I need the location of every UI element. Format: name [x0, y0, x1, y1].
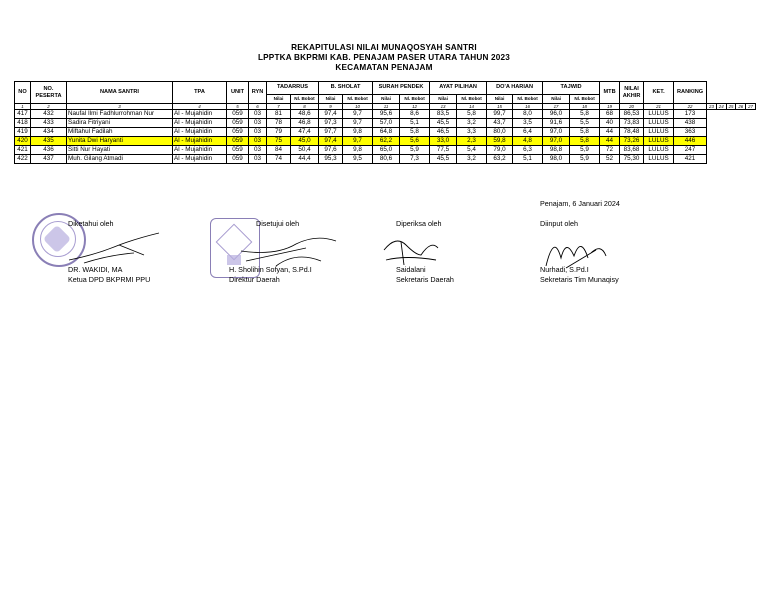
table-cell: 059: [227, 137, 249, 146]
table-cell: 83,5: [430, 110, 457, 119]
header-surah: SURAH PENDEK: [373, 82, 430, 95]
subheader-nilai: Nilai: [373, 95, 400, 104]
table-cell: LULUS: [644, 137, 674, 146]
column-index: 4: [173, 104, 227, 110]
table-cell: 86,53: [620, 110, 644, 119]
signer-1-title: Ketua DPD BKPRMI PPU: [68, 275, 151, 284]
table-cell: 83,68: [620, 146, 644, 155]
column-index: 3: [67, 104, 173, 110]
table-row: [15, 137, 756, 146]
subheader-nilai: Nilai: [543, 95, 570, 104]
signature-1-icon: [64, 225, 174, 270]
table-cell: 5,9: [570, 146, 600, 155]
column-index: 19: [600, 104, 620, 110]
table-cell: 4,8: [513, 137, 543, 146]
subheader-nilai: Nilai: [319, 95, 343, 104]
table-cell: 9,8: [343, 128, 373, 137]
table-cell: 84: [267, 146, 291, 155]
table-cell: 97,7: [319, 128, 343, 137]
table-cell: 45,5: [430, 119, 457, 128]
table-cell: 420: [15, 137, 31, 146]
header-ranking: RANKING: [674, 82, 707, 104]
header-ryn: RYN: [249, 82, 267, 104]
column-index: 24: [716, 104, 726, 110]
table-cell: 43,7: [487, 119, 513, 128]
signer-4-title: Sekretaris Tim Munaqisy: [540, 275, 619, 284]
table-cell: Muh. Gilang Atmadi: [67, 155, 173, 164]
header-sholat: B. SHOLAT: [319, 82, 373, 95]
table-cell: 47,4: [291, 128, 319, 137]
report-title-line-1: REKAPITULASI NILAI MUNAQOSYAH SANTRI: [291, 43, 477, 52]
subheader-nilai: Nilai: [430, 95, 457, 104]
table-cell: 059: [227, 155, 249, 164]
signature-3-icon: [376, 230, 456, 270]
table-cell: 433: [31, 119, 67, 128]
table-cell: 75,30: [620, 155, 644, 164]
report-title-line-3: KECAMATAN PENAJAM: [335, 63, 433, 72]
place-date: Penajam, 6 Januari 2024: [540, 199, 620, 208]
table-cell: 9,7: [343, 137, 373, 146]
table-cell: 44,4: [291, 155, 319, 164]
table-cell: 97,4: [319, 137, 343, 146]
table-cell: Al - Mujahidin: [173, 128, 227, 137]
signer-3-name: Saidalani: [396, 265, 426, 274]
report-title-line-2: LPPTKA BKPRMI KAB. PENAJAM PASER UTARA TAHUN 2023: [257, 53, 511, 62]
table-cell: 6,4: [513, 128, 543, 137]
signer-3-role: Diperiksa oleh: [396, 219, 442, 228]
signer-2-title: Direktur Daerah: [229, 275, 280, 284]
table-cell: 79,0: [487, 146, 513, 155]
table-cell: Naufal Ilmi Fadhlurrohman Nur: [67, 110, 173, 119]
table-cell: 97,3: [319, 119, 343, 128]
column-index: 13: [430, 104, 457, 110]
table-cell: 03: [249, 119, 267, 128]
table-cell: LULUS: [644, 146, 674, 155]
subheader-bobot: Nl. Bobot: [291, 95, 319, 104]
table-cell: LULUS: [644, 119, 674, 128]
table-cell: 5,4: [457, 146, 487, 155]
table-cell: LULUS: [644, 128, 674, 137]
column-index: 11: [373, 104, 400, 110]
table-cell: 33,0: [430, 137, 457, 146]
table-cell: 72: [600, 146, 620, 155]
table-cell: 98,0: [543, 155, 570, 164]
table-body: [15, 110, 756, 164]
signer-1-name: DR. WAKIDI, MA: [68, 265, 123, 274]
table-cell: 46,5: [430, 128, 457, 137]
signer-2-name: H. Sholihin Sofyan, S.Pd.I: [229, 265, 312, 274]
table-cell: 65,0: [373, 146, 400, 155]
column-index: 17: [543, 104, 570, 110]
table-cell: 435: [31, 137, 67, 146]
table-cell: Al - Mujahidin: [173, 146, 227, 155]
table-cell: 418: [15, 119, 31, 128]
table-cell: Yunita Dwi Haryanti: [67, 137, 173, 146]
table-cell: 434: [31, 128, 67, 137]
table-cell: 95,3: [319, 155, 343, 164]
table-cell: 059: [227, 146, 249, 155]
table-cell: 97,4: [319, 110, 343, 119]
table-cell: 57,0: [373, 119, 400, 128]
signer-3-title: Sekretaris Daerah: [396, 275, 454, 284]
table-cell: 8,6: [400, 110, 430, 119]
table-cell: 247: [674, 146, 707, 155]
table-cell: 91,6: [543, 119, 570, 128]
table-cell: 2,3: [457, 137, 487, 146]
column-index: 27: [746, 104, 756, 110]
table-cell: 98,8: [543, 146, 570, 155]
table-cell: Al - Mujahidin: [173, 119, 227, 128]
column-index: 14: [457, 104, 487, 110]
table-cell: Al - Mujahidin: [173, 155, 227, 164]
table-cell: 5,9: [400, 146, 430, 155]
header-mtb: MTB: [600, 82, 620, 104]
table-cell: 78: [267, 119, 291, 128]
table-cell: 3,3: [457, 128, 487, 137]
table-cell: LULUS: [644, 155, 674, 164]
table-cell: 059: [227, 119, 249, 128]
table-cell: 3,5: [513, 119, 543, 128]
table-cell: 421: [674, 155, 707, 164]
table-cell: 03: [249, 155, 267, 164]
table-row: [15, 155, 756, 164]
table-cell: 68: [600, 110, 620, 119]
table-cell: 5,8: [570, 110, 600, 119]
header-peserta: NO. PESERTA: [31, 82, 67, 104]
table-cell: 5,8: [400, 128, 430, 137]
column-index: 12: [400, 104, 430, 110]
column-index: 1: [15, 104, 31, 110]
table-cell: 417: [15, 110, 31, 119]
table-row: [15, 110, 756, 119]
table-cell: 421: [15, 146, 31, 155]
table-cell: 64,8: [373, 128, 400, 137]
table-cell: 62,2: [373, 137, 400, 146]
table-cell: 5,1: [400, 119, 430, 128]
table-cell: 80,6: [373, 155, 400, 164]
column-index: 16: [513, 104, 543, 110]
column-index: 21: [644, 104, 674, 110]
table-cell: 437: [31, 155, 67, 164]
header-ayat: AYAT PILIHAN: [430, 82, 487, 95]
table-cell: 5,8: [570, 128, 600, 137]
table-cell: 95,6: [373, 110, 400, 119]
table-cell: Sitti Nur Hayati: [67, 146, 173, 155]
table-cell: 45,5: [430, 155, 457, 164]
table-cell: 97,0: [543, 128, 570, 137]
signer-4-name: Nurhadi, S.Pd.I: [540, 265, 589, 274]
table-cell: 45,0: [291, 137, 319, 146]
table-cell: 74: [267, 155, 291, 164]
column-index: 7: [267, 104, 291, 110]
table-cell: 9,5: [343, 155, 373, 164]
table-cell: 79: [267, 128, 291, 137]
table-cell: 99,7: [487, 110, 513, 119]
table-cell: 7,3: [400, 155, 430, 164]
table-cell: 059: [227, 110, 249, 119]
table-cell: 363: [674, 128, 707, 137]
table-cell: 48,6: [291, 110, 319, 119]
subheader-bobot: Nl. Bobot: [457, 95, 487, 104]
column-index: 25: [726, 104, 736, 110]
subheader-bobot: Nl. Bobot: [400, 95, 430, 104]
table-cell: 438: [674, 119, 707, 128]
signer-2-role: Disetujui oleh: [256, 219, 300, 228]
results-table: [14, 81, 756, 164]
table-cell: 419: [15, 128, 31, 137]
column-index: 10: [343, 104, 373, 110]
header-no: NO: [15, 82, 31, 104]
header-nilai-akhir: NILAI AKHIR: [620, 82, 644, 104]
column-index: 6: [249, 104, 267, 110]
signer-1-role: Diketahui oleh: [68, 219, 114, 228]
table-cell: 6,3: [513, 146, 543, 155]
table-row: [15, 128, 756, 137]
table-cell: 44: [600, 128, 620, 137]
table-cell: 81: [267, 110, 291, 119]
table-cell: 52: [600, 155, 620, 164]
table-cell: 5,1: [513, 155, 543, 164]
table-cell: 73,83: [620, 119, 644, 128]
table-cell: Sadira Fitriyani: [67, 119, 173, 128]
subheader-nilai: Nilai: [487, 95, 513, 104]
column-index: 26: [736, 104, 746, 110]
header-ket: KET.: [644, 82, 674, 104]
table-cell: 03: [249, 137, 267, 146]
column-index: 23: [707, 104, 717, 110]
table-cell: 3,2: [457, 119, 487, 128]
table-cell: 5,5: [570, 119, 600, 128]
table-cell: 03: [249, 146, 267, 155]
subheader-bobot: Nl. Bobot: [343, 95, 373, 104]
subheader-bobot: Nl. Bobot: [570, 95, 600, 104]
column-index: 9: [319, 104, 343, 110]
table-cell: 5,6: [400, 137, 430, 146]
table-cell: 73,26: [620, 137, 644, 146]
subheader-nilai: Nilai: [267, 95, 291, 104]
table-cell: 97,6: [319, 146, 343, 155]
table-cell: 9,8: [343, 146, 373, 155]
table-cell: 44: [600, 137, 620, 146]
table-cell: 80,0: [487, 128, 513, 137]
table-cell: 59,8: [487, 137, 513, 146]
table-cell: 03: [249, 110, 267, 119]
table-cell: 059: [227, 128, 249, 137]
table-cell: 173: [674, 110, 707, 119]
table-cell: 63,2: [487, 155, 513, 164]
table-cell: 9,7: [343, 119, 373, 128]
table-cell: 3,2: [457, 155, 487, 164]
table-cell: 8,0: [513, 110, 543, 119]
table-cell: 96,0: [543, 110, 570, 119]
table-cell: 446: [674, 137, 707, 146]
subheader-bobot: Nl. Bobot: [513, 95, 543, 104]
table-cell: 97,0: [543, 137, 570, 146]
table-cell: 5,8: [457, 110, 487, 119]
column-index: 18: [570, 104, 600, 110]
table-cell: 03: [249, 128, 267, 137]
table-cell: 9,7: [343, 110, 373, 119]
column-index: 15: [487, 104, 513, 110]
table-cell: 5,9: [570, 155, 600, 164]
header-unit: UNIT: [227, 82, 249, 104]
table-cell: 432: [31, 110, 67, 119]
column-index: 5: [227, 104, 249, 110]
column-index: 2: [31, 104, 67, 110]
table-cell: 422: [15, 155, 31, 164]
table-cell: 75: [267, 137, 291, 146]
table-cell: LULUS: [644, 110, 674, 119]
table-cell: 78,48: [620, 128, 644, 137]
table-cell: 77,5: [430, 146, 457, 155]
signer-4-role: Diinput oleh: [540, 219, 578, 228]
table-cell: 46,8: [291, 119, 319, 128]
table-cell: Miftahul Fadilah: [67, 128, 173, 137]
header-tajwid: TAJWID: [543, 82, 600, 95]
header-doa: DO'A HARIAN: [487, 82, 543, 95]
table-row: [15, 146, 756, 155]
table-cell: 436: [31, 146, 67, 155]
table-cell: Al - Mujahidin: [173, 137, 227, 146]
table-cell: 5,8: [570, 137, 600, 146]
column-index: 20: [620, 104, 644, 110]
table-row: [15, 119, 756, 128]
table-cell: 40: [600, 119, 620, 128]
header-tpa: TPA: [173, 82, 227, 104]
header-nama: NAMA SANTRI: [67, 82, 173, 104]
table-cell: Al - Mujahidin: [173, 110, 227, 119]
table-cell: 50,4: [291, 146, 319, 155]
header-tadarrus: TADARRUS: [267, 82, 319, 95]
column-index: 22: [674, 104, 707, 110]
column-index: 8: [291, 104, 319, 110]
